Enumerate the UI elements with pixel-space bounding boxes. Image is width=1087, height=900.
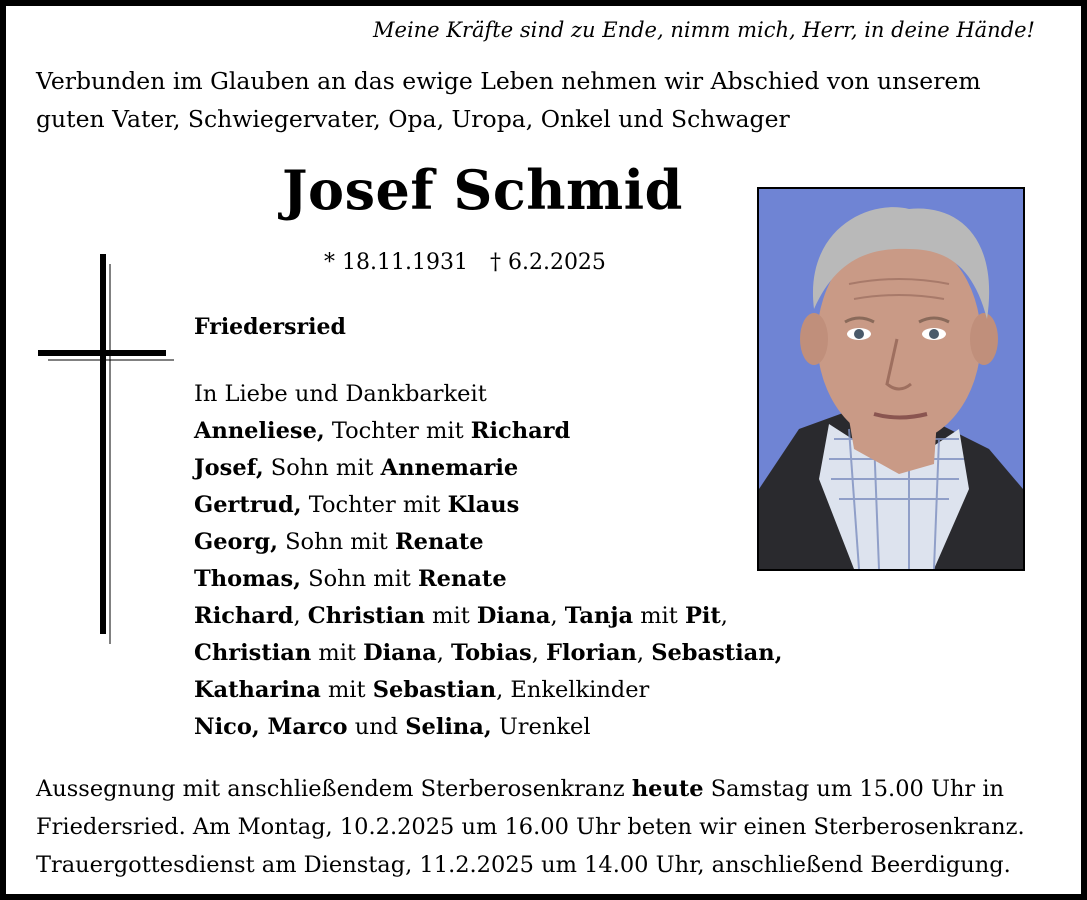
relation-text: ,	[550, 603, 565, 629]
mourner-line	[194, 598, 782, 635]
name-text: Josef,	[194, 455, 264, 481]
death-date: † 6.2.2025	[489, 250, 606, 275]
relation-text: ,	[720, 603, 728, 629]
intro-line: Verbunden im Glauben an das ewige Leben nehmen wir Abschied von unserem	[36, 67, 981, 95]
service-details	[36, 770, 1025, 878]
name-text: Sebastian,	[651, 640, 783, 666]
mourners-list	[194, 376, 783, 740]
relation-text: Sohn mit	[277, 529, 395, 555]
intro-line: guten Vater, Schwiegervater, Opa, Uropa, Onkel und Schwager	[36, 105, 790, 133]
relation-text: Urenkel	[491, 714, 591, 740]
name-text: Tanja	[564, 603, 634, 629]
relation-text: Trauergottesdienst am Dienstag, 11.2.2025 um 14.00 Uhr, anschließend Beerdigung.	[36, 852, 1011, 878]
relation-text: Friedersried. Am Montag, 10.2.2025 um 16.00 Uhr beten wir einen Sterberosenkranz.	[36, 814, 1025, 840]
residence-place: Friedersried	[194, 314, 346, 340]
name-text: Christian	[194, 640, 312, 666]
name-text: Tobias	[451, 640, 532, 666]
name-text: Richard	[194, 603, 294, 629]
relation-text: Sohn mit	[263, 455, 381, 481]
portrait-image	[759, 189, 1023, 569]
relation-text: ,	[436, 640, 451, 666]
relation-text: mit	[425, 603, 477, 629]
relation-text: und	[347, 714, 406, 740]
mourners-heading: In Liebe und Dankbarkeit	[194, 381, 487, 407]
name-text: Diana	[476, 603, 551, 629]
relation-text: Samstag um 15.00 Uhr in	[703, 776, 1005, 802]
mourner-line	[194, 635, 782, 672]
name-text: Renate	[417, 566, 507, 592]
name-text: Richard	[470, 418, 571, 444]
name-text: Anneliese,	[194, 418, 325, 444]
detail-line	[36, 770, 1025, 808]
intro-text	[36, 62, 1066, 138]
name-text: Selina,	[405, 714, 492, 740]
name-text: Annemarie	[380, 455, 519, 481]
name-text: Pit	[684, 603, 721, 629]
life-dates	[324, 250, 606, 275]
relation-text: mit	[633, 603, 685, 629]
name-text: Florian	[546, 640, 637, 666]
relation-text: mit	[320, 677, 373, 703]
name-text: Sebastian	[372, 677, 497, 703]
deceased-name: Josef Schmid	[282, 158, 683, 222]
relation-text: mit	[311, 640, 364, 666]
name-text: Renate	[394, 529, 484, 555]
motto-verse: Meine Kräfte sind zu Ende, nimm mich, Herr, in deine Hände!	[373, 18, 1035, 42]
name-text: Gertrud,	[194, 492, 302, 518]
mourner-line	[194, 487, 782, 524]
relation-text: Tochter mit	[301, 492, 448, 518]
name-text: Katharina	[194, 677, 321, 703]
portrait-photo	[757, 187, 1025, 571]
name-text: heute	[631, 776, 704, 802]
cross-icon	[38, 254, 178, 654]
mourner-line	[194, 561, 782, 598]
relation-text: Aussegnung mit anschließendem Sterberosenkranz	[36, 776, 632, 802]
relation-text: Tochter mit	[324, 418, 471, 444]
birth-date: * 18.11.1931	[324, 250, 468, 275]
name-text: Thomas,	[194, 566, 301, 592]
name-text: Georg,	[194, 529, 278, 555]
relation-text: Sohn mit	[301, 566, 418, 592]
obituary-notice	[6, 6, 1081, 894]
detail-line	[36, 846, 1025, 884]
relation-text: , Enkelkinder	[496, 677, 650, 703]
mourner-line	[194, 709, 782, 746]
mourner-line	[194, 450, 782, 487]
mourner-line	[194, 413, 782, 450]
name-text: Christian	[307, 603, 426, 629]
mourner-line	[194, 524, 782, 561]
name-text: Nico, Marco	[194, 714, 348, 740]
name-text: Diana	[363, 640, 437, 666]
mourner-line	[194, 672, 782, 709]
relation-text: ,	[531, 640, 547, 666]
relation-text: ,	[293, 603, 308, 629]
relation-text: ,	[636, 640, 652, 666]
detail-line	[36, 808, 1025, 846]
name-text: Klaus	[447, 492, 520, 518]
